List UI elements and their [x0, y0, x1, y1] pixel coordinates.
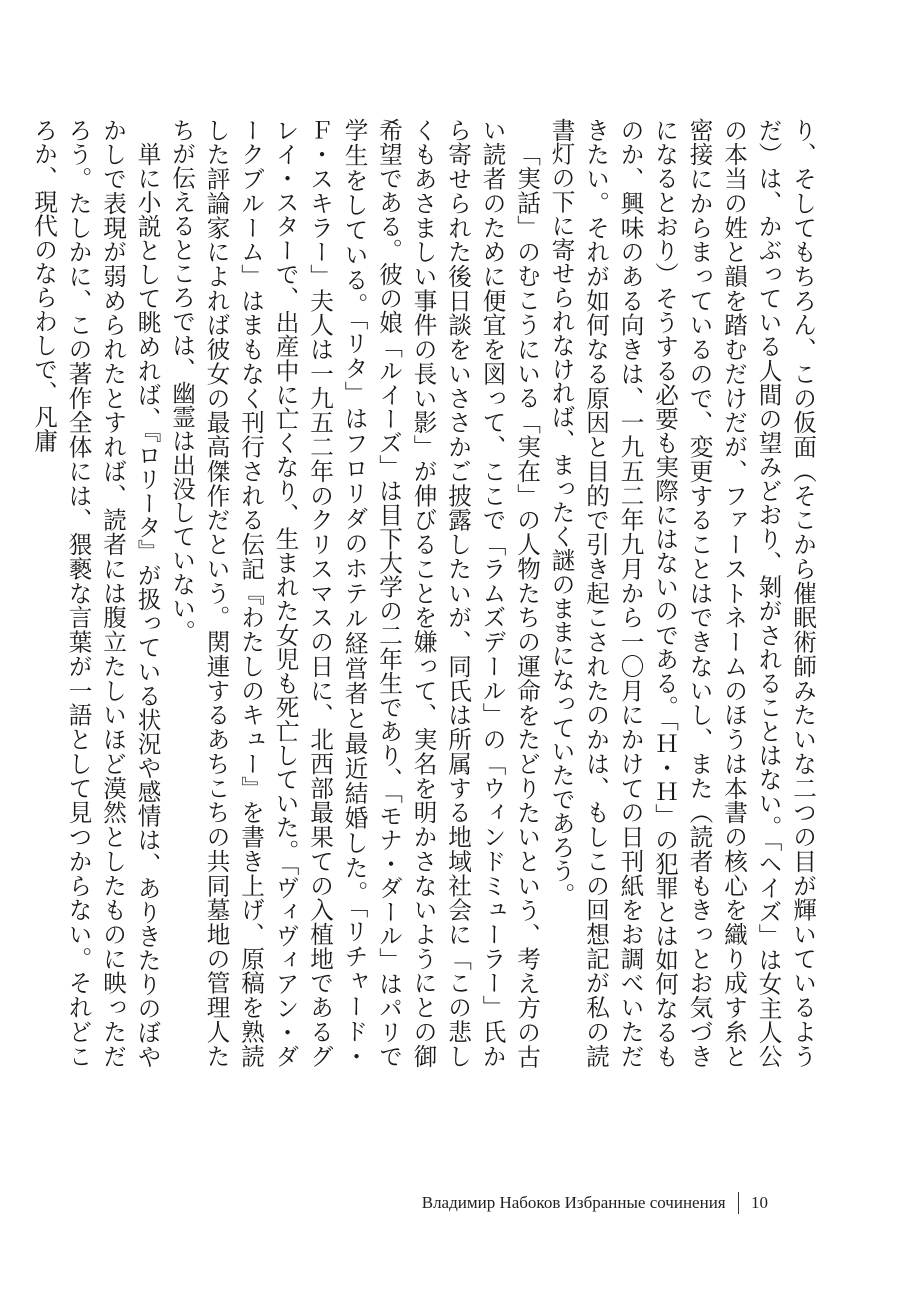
footer-divider [738, 1192, 739, 1214]
paragraph-2: 「実話」のむこうにいる「実在」の人物たちの運命をたどりたいという、考え方の古い読者のために便宜を図って、ここで「ラムズデール」の「ウィンドミューラー」氏から寄せられた後日談をいささかご披露したいが、同氏は所属する地域社会に「この悲しくもあさましい事件の長い影」が伸びることを嫌って、実名を明かさないようにとの御希望である。彼の娘「ルイーズ」は目下大学の二年生であり、「モナ・ダール」はパリで学生をしている。「リタ」はフロリダのホテル経営者と最近結婚した。「リチャード・Ｆ・スキラー」夫人は一九五二年のクリスマスの日に、北西部最果ての入植地であるグレイ・スターで、出産中に亡くなり、生まれた女児も死亡していた。「ヴィヴィアン・ダークブルーム」はまもなく刊行される伝記『わたしのキュー』を書き上げ、原稿を熟読した評論家によれば彼女の最高傑作だという。関連するあちこちの共同墓地の管理人たちが伝えるところでは、幽霊は出没していない。 [168, 118, 541, 1068]
body-text [30, 118, 820, 1068]
paragraph-1: り、そしてもちろん、この仮面（そこから催眠術師みたいな二つの目が輝いているようだ）は、かぶっている人間の望みどおり、剝がされることはない。「ヘイズ」は女主人公の本当の姓と韻を踏むだけだが、ファーストネームのほうは本書の核心を織り成す糸と密接にからまっているので、変更することはできないし、また（読者もきっとお気づきになるとおり）そうする必要も実際にはないのである。「Ｈ・Ｈ」の犯罪とは如何なるものか、興味のある向きは、一九五二年九月から一〇月にかけての日刊紙をお調べいただきたい。それが如何なる原因と目的で引き起こされたのかは、もしこの回想記が私の読書灯の下に寄せられなければ、まったく謎のままになっていたであろう。 [547, 118, 817, 1068]
paragraph-3: 単に小説として眺めれば、『ロリータ』が扱っている状況や感情は、ありきたりのぼやかしで表現が弱められたとすれば、読者には腹立たしいほど漠然としたものに映っただろう。たしかに、この著作全体には、猥褻な言葉が一語として見つからない。それどころか、現代のならわしで、凡庸 [30, 118, 162, 1068]
running-title: Владимир Набоков Избранные сочинения [421, 1193, 726, 1212]
page-footer [422, 1188, 768, 1218]
page-number: 10 [751, 1193, 768, 1212]
